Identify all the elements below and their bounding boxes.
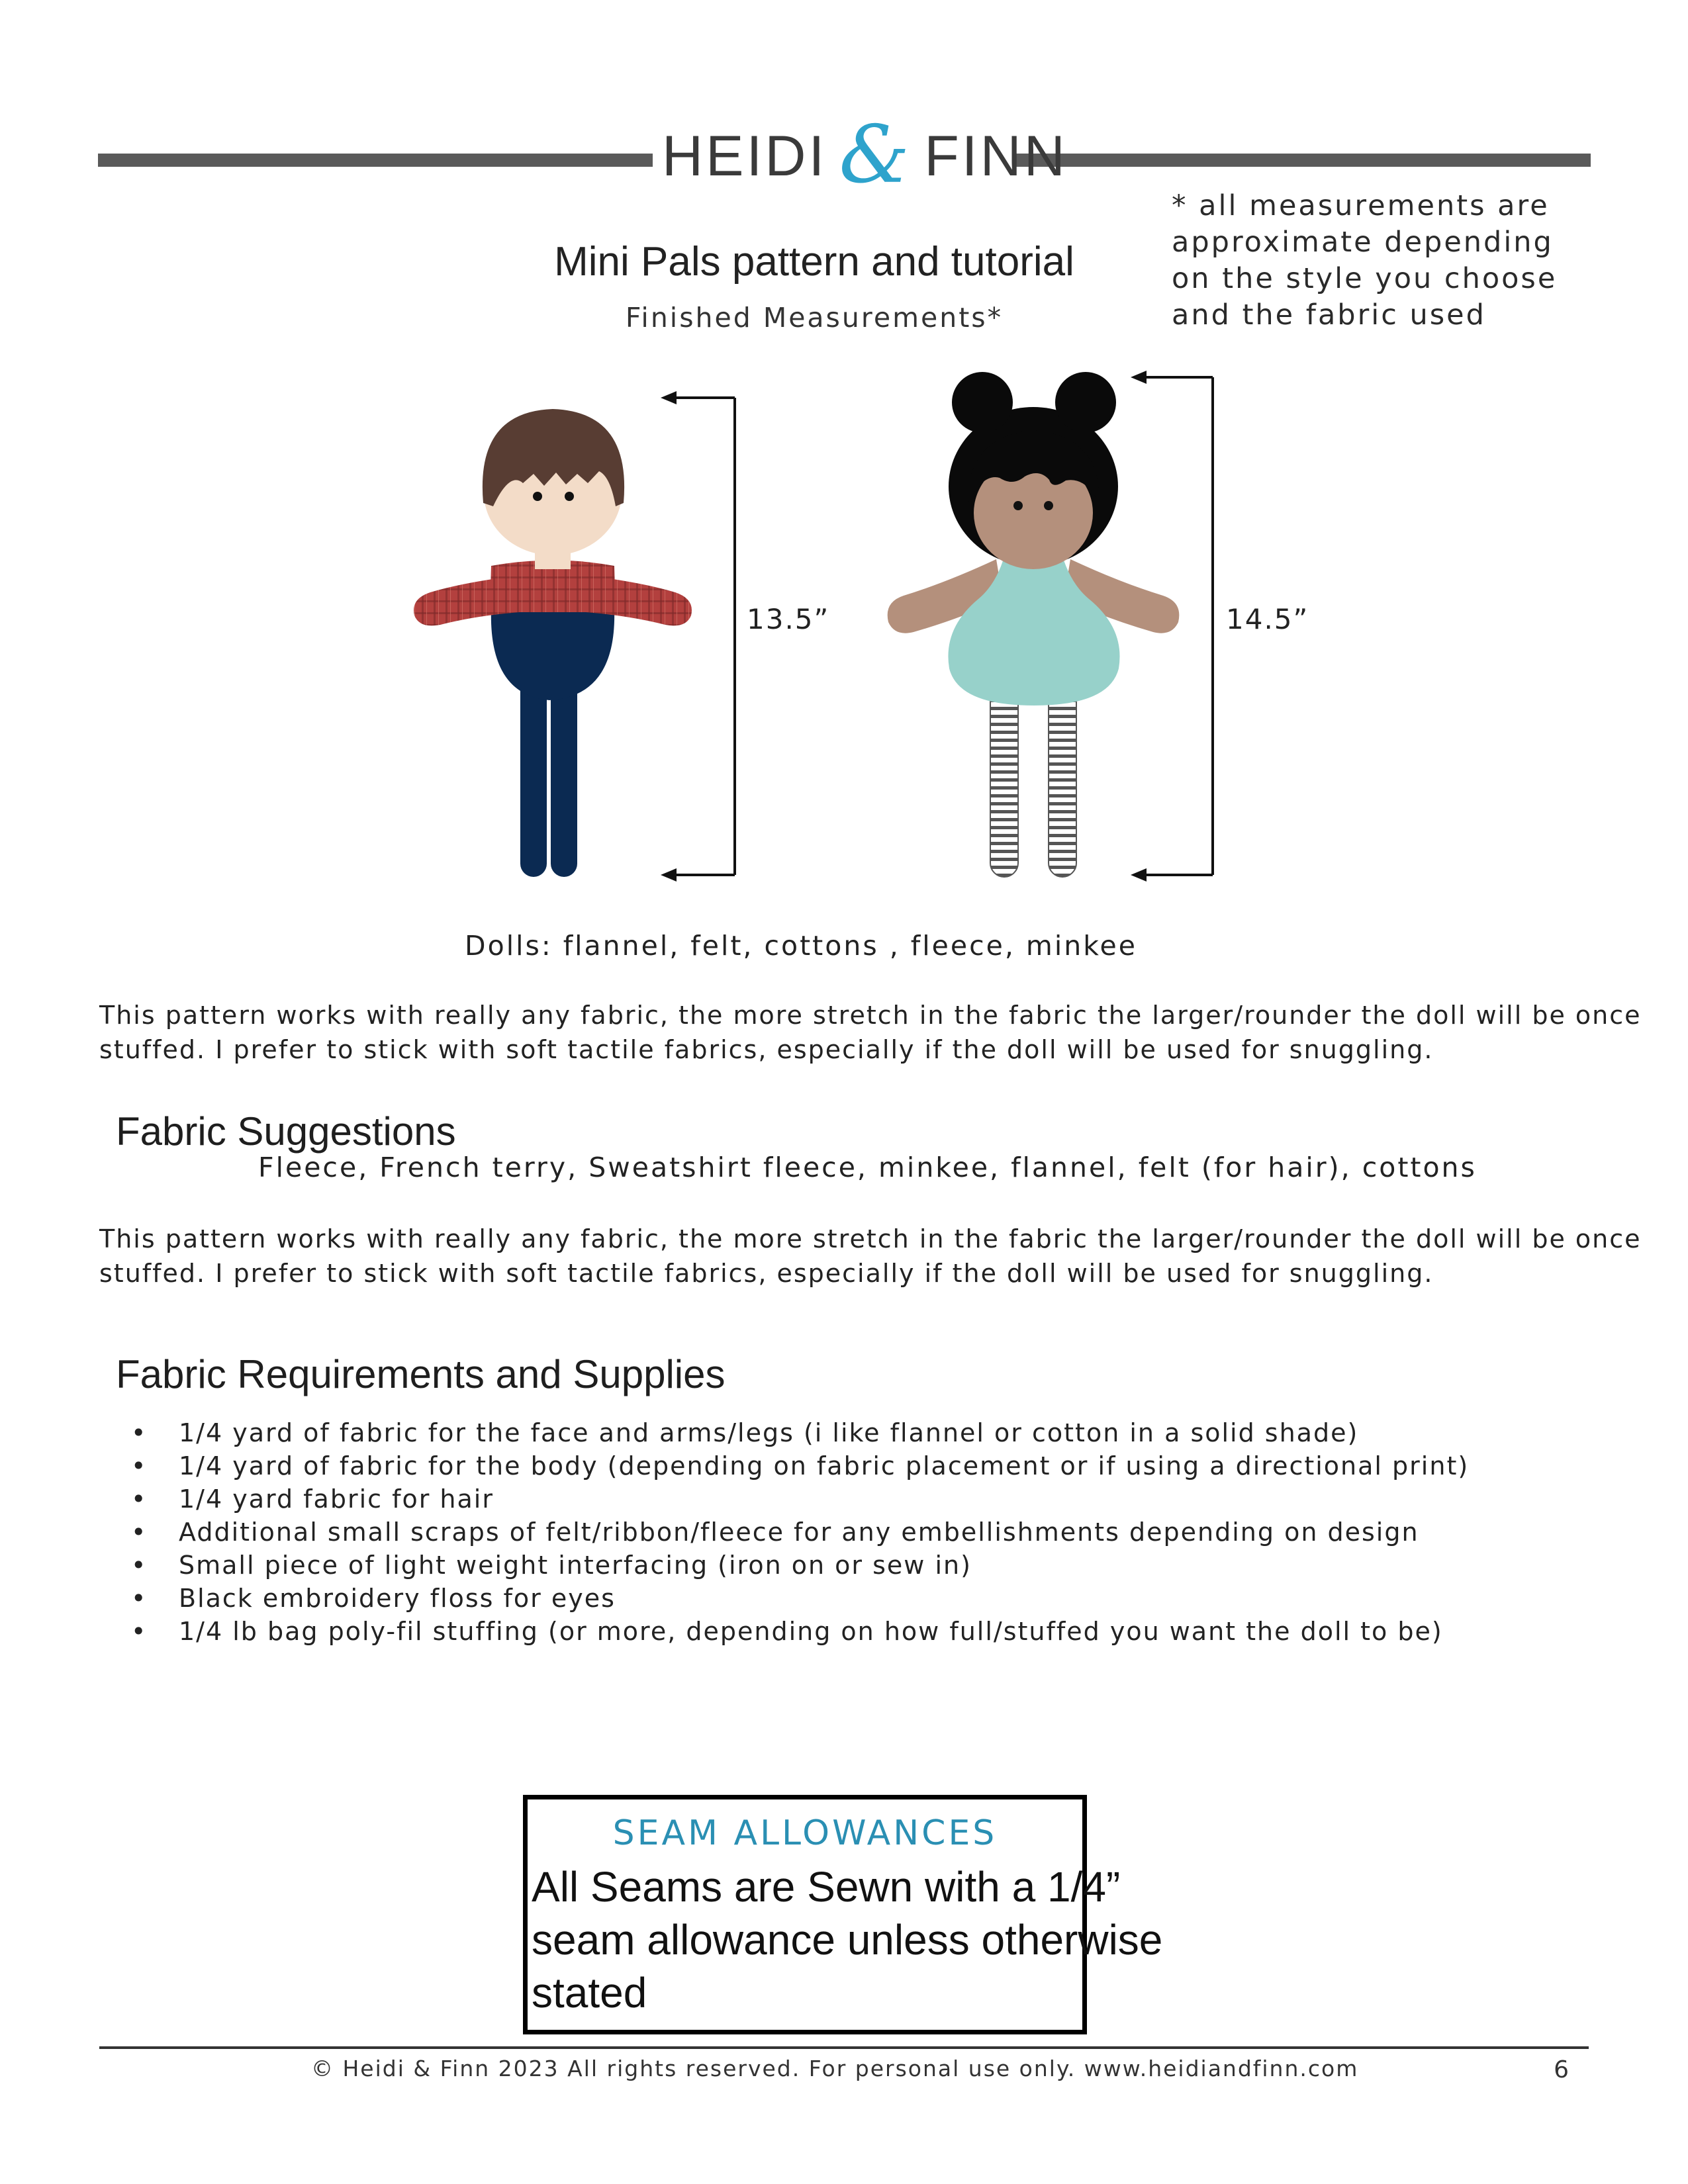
list-item bbox=[126, 1482, 1469, 1516]
list-item-text: Additional small scraps of felt/ribbon/fleece for any embellishments depending on design bbox=[179, 1518, 1419, 1547]
boy-height-bracket bbox=[669, 398, 735, 875]
paragraph-line: This pattern works with really any fabric, the more stretch in the fabric the larger/rounder the doll will be once bbox=[99, 1224, 1642, 1253]
arrow-icon bbox=[1131, 868, 1147, 882]
girl-hair-bun-left bbox=[952, 372, 1013, 433]
list-item-text: Black embroidery floss for eyes bbox=[179, 1584, 616, 1613]
arrow-icon bbox=[1131, 371, 1147, 384]
bullet-icon: • bbox=[131, 1551, 148, 1580]
boy-pants bbox=[491, 609, 614, 700]
list-item bbox=[126, 1416, 1469, 1449]
supplies-list bbox=[126, 1416, 1469, 1648]
girl-leg-right bbox=[1049, 682, 1076, 877]
seam-text-line: seam allowance unless otherwise bbox=[532, 1916, 1163, 1964]
header-rule-right bbox=[1013, 154, 1591, 167]
bullet-icon: • bbox=[131, 1451, 148, 1480]
page-subtitle: Finished Measurements* bbox=[625, 302, 1004, 334]
list-item-text: 1/4 yard fabric for hair bbox=[179, 1484, 494, 1514]
page-title: Mini Pals pattern and tutorial bbox=[554, 239, 1074, 285]
note-line: approximate depending bbox=[1172, 226, 1554, 259]
list-item bbox=[126, 1615, 1469, 1648]
fabric-suggestions-paragraph bbox=[99, 1222, 1642, 1291]
list-item bbox=[126, 1549, 1469, 1582]
measurement-note bbox=[1172, 188, 1648, 334]
arrow-icon bbox=[661, 868, 677, 882]
bullet-icon: • bbox=[131, 1418, 148, 1447]
bullet-icon: • bbox=[131, 1584, 148, 1613]
paragraph-line: This pattern works with really any fabric, the more stretch in the fabric the larger/rounder the doll will be once bbox=[99, 1001, 1642, 1030]
girl-doll bbox=[888, 372, 1180, 877]
brand-logo bbox=[662, 109, 1068, 201]
header-rule-left bbox=[98, 154, 653, 167]
seam-text-line: stated bbox=[532, 1969, 647, 2017]
doll-measurement-figure bbox=[0, 344, 1688, 900]
boy-eye-left bbox=[533, 492, 542, 501]
seam-allowances-title: SEAM ALLOWANCES bbox=[612, 1813, 998, 1853]
bullet-icon: • bbox=[131, 1484, 148, 1514]
intro-paragraph bbox=[99, 998, 1642, 1067]
list-item-text: 1/4 lb bag poly-fil stuffing (or more, depending on how full/stuffed you want the doll to be) bbox=[179, 1617, 1443, 1646]
girl-hair-bun-right bbox=[1055, 372, 1116, 433]
dolls-fabrics-line: Dolls: flannel, felt, cottons , fleece, minkee bbox=[465, 930, 1137, 962]
footer-rule bbox=[99, 2046, 1589, 2049]
girl-eye-right bbox=[1044, 501, 1053, 510]
supplies-heading: Fabric Requirements and Supplies bbox=[116, 1352, 726, 1396]
fabric-suggestions-heading: Fabric Suggestions bbox=[116, 1109, 456, 1154]
girl-leg-left bbox=[990, 682, 1018, 877]
girl-height-label: 14.5” bbox=[1226, 603, 1309, 635]
page-number: 6 bbox=[1554, 2056, 1569, 2083]
list-item bbox=[126, 1449, 1469, 1482]
ampersand-logo-mark: & bbox=[839, 109, 913, 201]
bullet-icon: • bbox=[131, 1518, 148, 1547]
list-item-text: 1/4 yard of fabric for the body (depending on fabric placement or if using a directional print) bbox=[179, 1451, 1470, 1480]
list-item bbox=[126, 1516, 1469, 1549]
girl-eye-left bbox=[1013, 501, 1023, 510]
footer-copyright: © Heidi & Finn 2023 All rights reserved. For personal use only. www.heidiandfinn.com bbox=[311, 2056, 1359, 2081]
seam-allowances-box bbox=[523, 1795, 1163, 2034]
list-item-text: 1/4 yard of fabric for the face and arms/legs (i like flannel or cotton in a solid shade) bbox=[179, 1418, 1359, 1447]
arrow-icon bbox=[661, 391, 677, 404]
list-item bbox=[126, 1582, 1469, 1615]
fabric-suggestions-list: Fleece, French terry, Sweatshirt fleece, minkee, flannel, felt (for hair), cottons bbox=[258, 1152, 1477, 1183]
boy-height-label: 13.5” bbox=[747, 603, 830, 635]
brand-name-left: HEIDI bbox=[662, 124, 827, 188]
list-item-text: Small piece of light weight interfacing (iron on or sew in) bbox=[179, 1551, 972, 1580]
paragraph-line: stuffed. I prefer to stick with soft tactile fabrics, especially if the doll will be used for snuggling. bbox=[99, 1035, 1434, 1064]
brand-name-right: FINN bbox=[924, 124, 1068, 188]
seam-allowances-text bbox=[532, 1860, 1163, 2019]
note-line: and the fabric used bbox=[1172, 298, 1486, 332]
bullet-icon: • bbox=[131, 1617, 148, 1646]
note-line: on the style you choose bbox=[1172, 262, 1558, 295]
boy-eye-right bbox=[565, 492, 574, 501]
boy-doll bbox=[414, 409, 692, 877]
paragraph-line: stuffed. I prefer to stick with soft tactile fabrics, especially if the doll will be used for snuggling. bbox=[99, 1259, 1434, 1288]
seam-text-line: All Seams are Sewn with a 1/4” bbox=[532, 1863, 1121, 1911]
note-line: * all measurements are bbox=[1172, 189, 1550, 222]
